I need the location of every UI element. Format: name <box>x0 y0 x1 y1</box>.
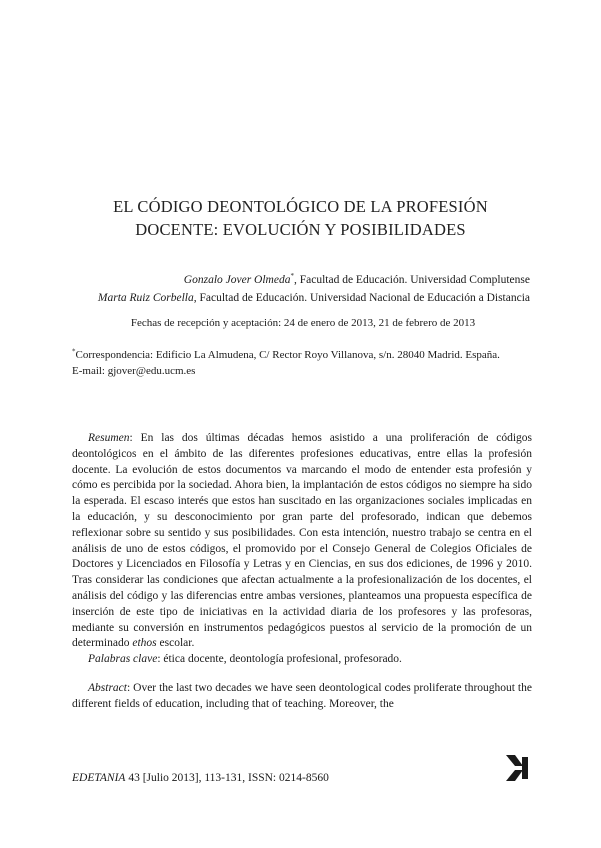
author-line-2 <box>98 289 530 307</box>
abstract-es-text: : En las dos últimas décadas hemos asistido a una proliferación de códigos deontológicos en el ámbito de las diferentes profesiones educativas, entre ellas la profesión docente. La evolución de estos documentos va marcando el modo de entender esta profesión y cómo es percibida por la sociedad. Ahora bien, la implantación de estos códigos no siempre ha sido la esperada. El escaso interés que estos han suscitado en las organizaciones sociales implicadas en la educación, y su desconocimiento por gran parte del profesorado, indican que debemos reflexionar sobre su sentido y sus posibilidades. Con esta intención, nuestro trabajo se centra en el análisis de uno de estos códigos, el promovido por el Consejo General de Colegios Oficiales de Doctores y Licenciados en Filosofía y Letras y en Ciencias, en sus dos ediciones, de 1996 y 2010. Tras considerar las condiciones que afectan actualmente a la profesionalización de los docentes, el análisis del código y las diferencias entre ambas versiones, planteamos una propuesta específica de inserción de este tipo de iniciativas en la actividad diaria de los profesores y las profesoras, mediante su conversión en instrumentos pedagógicos puestos al servicio de la promoción de un determinado <box>72 432 532 650</box>
publisher-logo-icon <box>503 753 531 783</box>
keywords-label: Palabras clave <box>88 653 158 666</box>
journal-citation: 43 [Julio 2013], 113-131, ISSN: 0214-8560 <box>125 772 329 784</box>
abstract-en-label: Abstract <box>88 681 127 694</box>
title-line-1: EL CÓDIGO DEONTOLÓGICO DE LA PROFESIÓN <box>113 197 488 216</box>
journal-name: EDETANIA <box>72 772 126 784</box>
author-affiliation-1: , Facultad de Educación. Universidad Complutense <box>293 274 530 286</box>
abstract-en-text: : Over the last two decades we have seen deontological codes proliferate throughout the different fields of education, including that of teaching. Moreover, the <box>72 681 532 710</box>
correspondence-marker: * <box>72 347 76 356</box>
paper-title <box>40 195 561 241</box>
abstract-section <box>72 431 532 713</box>
keywords-paragraph <box>72 652 532 668</box>
page-footer <box>72 772 329 784</box>
abstract-es-paragraph <box>72 431 532 652</box>
logo-arrow-lower <box>506 770 523 781</box>
abstract-es-text-end: escolar. <box>156 637 195 650</box>
author-affiliation-2: , Facultad de Educación. Universidad Nacional de Educación a Distancia <box>193 292 530 304</box>
submission-dates: Fechas de recepción y aceptación: 24 de enero de 2013, 21 de febrero de 2013 <box>130 317 476 329</box>
author-name-1: Gonzalo Jover Olmeda <box>183 274 291 286</box>
logo-bar <box>522 757 528 779</box>
author-marker-1: * <box>290 272 294 281</box>
abstract-es-label: Resumen <box>88 432 130 444</box>
correspondence-address <box>72 347 500 363</box>
correspondence-email: E-mail: gjover@edu.ucm.es <box>72 365 196 377</box>
title-line-2: DOCENTE: EVOLUCIÓN Y POSIBILIDADES <box>135 220 466 239</box>
logo-arrow-upper <box>506 755 523 766</box>
correspondence-block <box>72 347 500 379</box>
abstract-en-paragraph <box>72 681 532 713</box>
abstract-es-ethos: ethos <box>132 637 157 650</box>
author-block <box>98 271 530 307</box>
author-line-1 <box>98 271 530 289</box>
keywords-text: : ética docente, deontología profesional, profesorado. <box>157 653 402 666</box>
correspondence-text: Correspondencia: Edificio La Almudena, C/ Rector Royo Villanova, s/n. 28040 Madrid. España. <box>75 349 500 361</box>
author-name-2: Marta Ruiz Corbella <box>97 292 194 304</box>
